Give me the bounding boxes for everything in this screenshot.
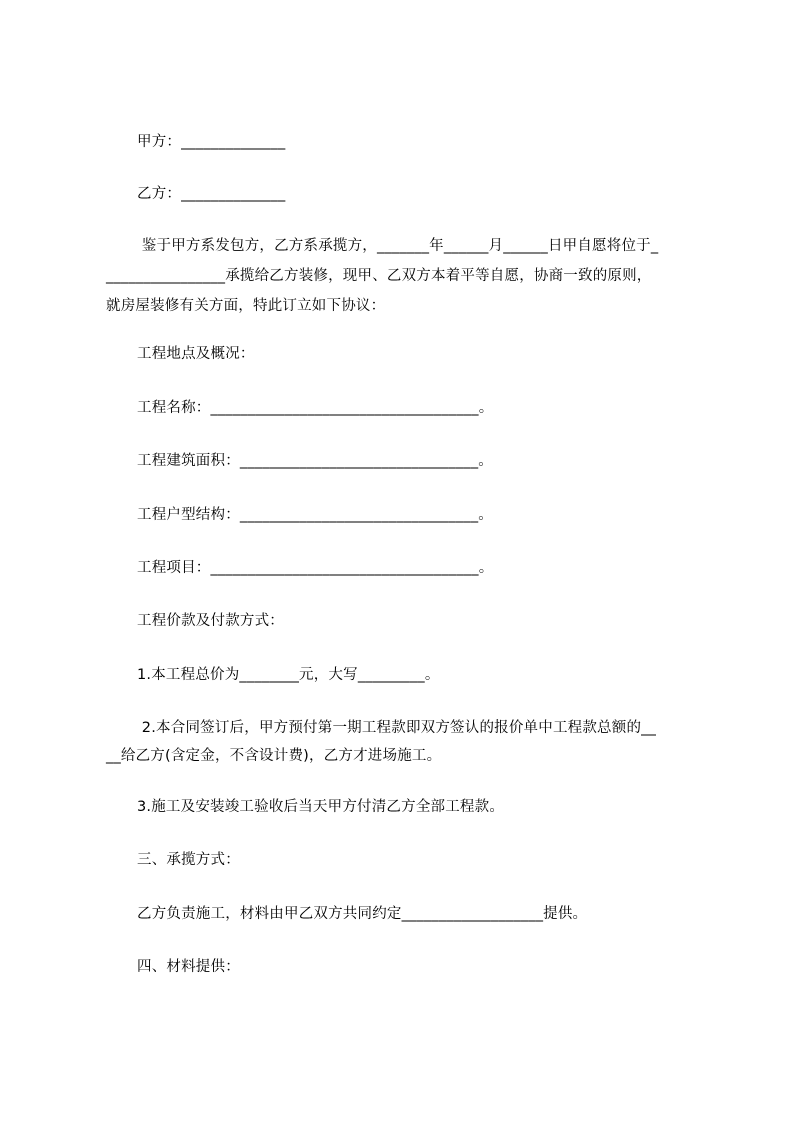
project-items-line: 工程项目：____________________________________。 — [137, 560, 494, 576]
intro-line-2: ________________承揽给乙方装修，现甲、乙双方本着平等自愿，协商一致的原则， — [106, 268, 652, 284]
intro-line-3: 就房屋装修有关方面，特此订立如下协议： — [106, 298, 386, 314]
section-project-overview-title: 工程地点及概况： — [137, 346, 255, 362]
intro-line-1: 鉴于甲方系发包方，乙方系承揽方，_______年______月______日甲自愿将位于_ — [137, 238, 659, 254]
party-a-line: 甲方：______________ — [137, 134, 286, 150]
building-area-line: 工程建筑面积：________________________________。 — [137, 453, 493, 469]
payment-item-1: 1.本工程总价为________元，大写_________。 — [137, 667, 440, 683]
section-contract-method-title: 三、承揽方式： — [137, 852, 240, 868]
unit-structure-line: 工程户型结构：________________________________。 — [137, 507, 493, 523]
payment-item-2-line-2: __给乙方(含定金，不含设计费)，乙方才进场施工。 — [106, 748, 442, 764]
payment-item-3: 3.施工及安装竣工验收后当天甲方付清乙方全部工程款。 — [137, 799, 505, 815]
section-payment-title: 工程价款及付款方式： — [137, 613, 284, 629]
project-name-line: 工程名称：____________________________________。 — [137, 400, 494, 416]
payment-item-2-line-1: 2.本合同签订后，甲方预付第一期工程款即双方签认的报价单中工程款总额的__ — [137, 720, 657, 736]
section-materials-title: 四、材料提供： — [137, 959, 240, 975]
party-b-line: 乙方：______________ — [137, 186, 286, 202]
contract-method-line: 乙方负责施工，材料由甲乙双方共同约定___________________提供。 — [137, 906, 588, 922]
